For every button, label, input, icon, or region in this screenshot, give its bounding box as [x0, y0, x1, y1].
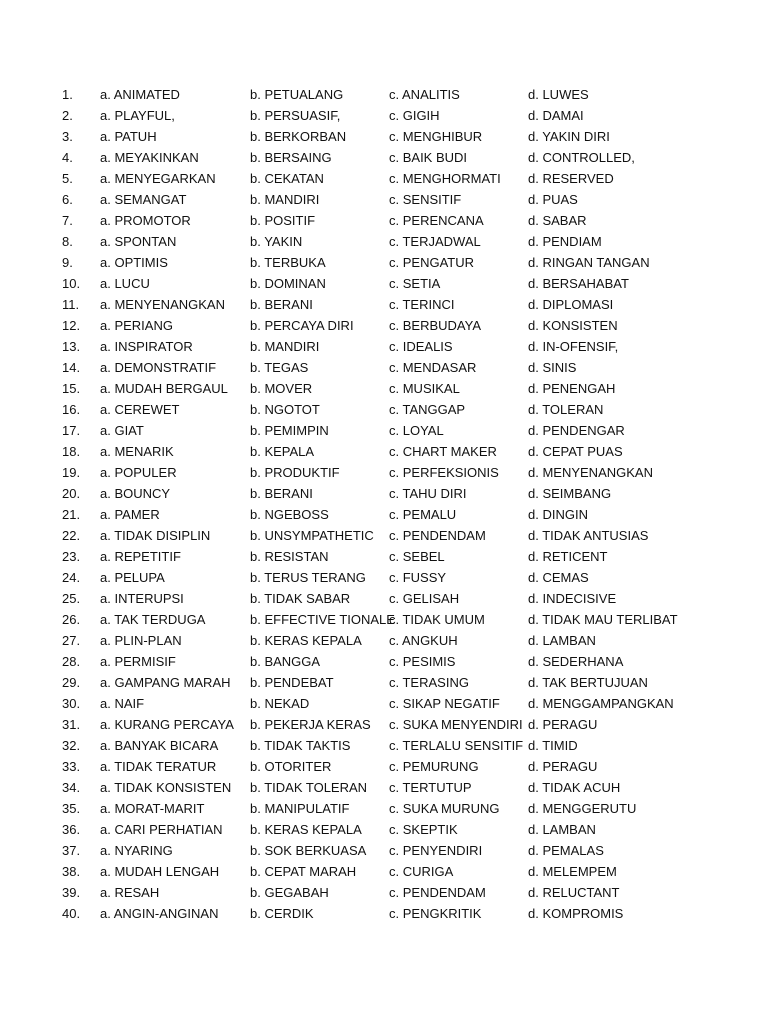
item-number: 14. [62, 360, 81, 375]
option-b: b. MANIPULATIF [250, 801, 350, 816]
option-a: a. REPETITIF [100, 549, 181, 564]
item-number: 17. [62, 423, 81, 438]
option-a: a. MENARIK [100, 444, 174, 459]
option-a: a. PELUPA [100, 570, 165, 585]
option-b: b. EFFECTIVE TIONALE [250, 612, 395, 627]
option-b: b. DOMINAN [250, 276, 326, 291]
option-d: d. RESERVED [528, 171, 614, 186]
option-a: a. GAMPANG MARAH [100, 675, 231, 690]
option-b: b. KERAS KEPALA [250, 822, 362, 837]
list-item [0, 567, 768, 588]
item-number: 40. [62, 906, 81, 921]
option-b: b. PRODUKTIF [250, 465, 340, 480]
option-d: d. KONSISTEN [528, 318, 618, 333]
option-a: a. ANGIN-ANGINAN [100, 906, 219, 921]
option-a: a. NAIF [100, 696, 145, 711]
list-item [0, 105, 768, 126]
option-a: a. MUDAH LENGAH [100, 864, 220, 879]
option-d: d. SINIS [528, 360, 577, 375]
option-d: d. MENGGERUTU [528, 801, 637, 816]
option-b: b. CERDIK [250, 906, 314, 921]
item-number: 8. [62, 234, 73, 249]
option-a: a. PLAYFUL, [100, 108, 175, 123]
option-d: d. PENDENGAR [528, 423, 625, 438]
item-number: 16. [62, 402, 81, 417]
list-item [0, 168, 768, 189]
list-item [0, 357, 768, 378]
option-a: a. SPONTAN [100, 234, 177, 249]
item-number: 34. [62, 780, 81, 795]
item-number: 2. [62, 108, 73, 123]
list-item [0, 756, 768, 777]
list-item [0, 693, 768, 714]
item-number: 18. [62, 444, 81, 459]
option-c: c. IDEALIS [389, 339, 453, 354]
option-c: c. PENDENDAM [389, 885, 486, 900]
list-item [0, 735, 768, 756]
option-c: c. SEBEL [389, 549, 445, 564]
item-number: 26. [62, 612, 81, 627]
option-c: c. CHART MAKER [389, 444, 497, 459]
option-b: b. OTORITER [250, 759, 332, 774]
list-item [0, 126, 768, 147]
list-item [0, 588, 768, 609]
option-b: b. TIDAK TAKTIS [250, 738, 351, 753]
option-c: c. TANGGAP [389, 402, 466, 417]
item-number: 38. [62, 864, 81, 879]
item-number: 13. [62, 339, 81, 354]
option-c: c. BERBUDAYA [389, 318, 481, 333]
option-d: d. RELUCTANT [528, 885, 620, 900]
option-c: c. LOYAL [389, 423, 444, 438]
list-item [0, 420, 768, 441]
option-d: d. MENYENANGKAN [528, 465, 653, 480]
option-d: d. PENDIAM [528, 234, 602, 249]
option-a: a. TIDAK TERATUR [100, 759, 217, 774]
list-item [0, 273, 768, 294]
item-number: 30. [62, 696, 81, 711]
option-d: d. INDECISIVE [528, 591, 617, 606]
item-number: 31. [62, 717, 81, 732]
option-b: b. PETUALANG [250, 87, 344, 102]
option-b: b. BERANI [250, 297, 313, 312]
option-d: d. RINGAN TANGAN [528, 255, 650, 270]
option-b: b. UNSYMPATHETIC [250, 528, 374, 543]
option-d: d. CONTROLLED, [528, 150, 635, 165]
option-d: d. KOMPROMIS [528, 906, 624, 921]
option-c: c. GIGIH [389, 108, 440, 123]
option-a: a. CARI PERHATIAN [100, 822, 223, 837]
option-b: b. BERSAING [250, 150, 332, 165]
option-d: d. CEPAT PUAS [528, 444, 623, 459]
option-d: d. DAMAI [528, 108, 584, 123]
item-number: 10. [62, 276, 81, 291]
option-d: d. PUAS [528, 192, 578, 207]
list-item [0, 441, 768, 462]
option-d: d. PENENGAH [528, 381, 616, 396]
option-a: a. PERIANG [100, 318, 173, 333]
option-b: b. TEGAS [250, 360, 309, 375]
list-item [0, 189, 768, 210]
item-number: 23. [62, 549, 81, 564]
item-number: 27. [62, 633, 81, 648]
option-c: c. MENDASAR [389, 360, 477, 375]
item-number: 19. [62, 465, 81, 480]
option-b: b. NEKAD [250, 696, 310, 711]
option-d: d. SABAR [528, 213, 587, 228]
option-c: c. TERJADWAL [389, 234, 481, 249]
list-item [0, 378, 768, 399]
option-c: c. TERTUTUP [389, 780, 472, 795]
option-c: c. PERFEKSIONIS [389, 465, 499, 480]
list-item [0, 672, 768, 693]
option-a: a. SEMANGAT [100, 192, 187, 207]
list-item [0, 483, 768, 504]
option-d: d. SEDERHANA [528, 654, 624, 669]
option-c: c. SUKA MURUNG [389, 801, 500, 816]
option-a: a. RESAH [100, 885, 160, 900]
item-number: 11. [62, 297, 80, 312]
item-number: 9. [62, 255, 73, 270]
item-number: 32. [62, 738, 81, 753]
option-a: a. TAK TERDUGA [100, 612, 206, 627]
option-a: a. PLIN-PLAN [100, 633, 182, 648]
item-number: 21. [62, 507, 81, 522]
item-number: 33. [62, 759, 81, 774]
item-number: 36. [62, 822, 81, 837]
option-a: a. MEYAKINKAN [100, 150, 199, 165]
option-b: b. SOK BERKUASA [250, 843, 367, 858]
item-number: 20. [62, 486, 81, 501]
item-number: 1. [62, 87, 73, 102]
list-item [0, 252, 768, 273]
option-a: a. MENYENANGKAN [100, 297, 225, 312]
option-a: a. MUDAH BERGAUL [100, 381, 228, 396]
option-b: b. CEKATAN [250, 171, 324, 186]
option-a: a. KURANG PERCAYA [100, 717, 234, 732]
option-a: a. INTERUPSI [100, 591, 184, 606]
option-c: c. SENSITIF [389, 192, 462, 207]
option-a: a. PERMISIF [100, 654, 176, 669]
item-number: 24. [62, 570, 81, 585]
option-d: d. TAK BERTUJUAN [528, 675, 648, 690]
option-d: d. TIDAK ACUH [528, 780, 621, 795]
option-b: b. TERUS TERANG [250, 570, 366, 585]
option-b: b. PERSUASIF, [250, 108, 341, 123]
list-item [0, 462, 768, 483]
option-c: c. SETIA [389, 276, 441, 291]
item-number: 7. [62, 213, 73, 228]
list-item [0, 231, 768, 252]
list-item [0, 546, 768, 567]
option-d: d. YAKIN DIRI [528, 129, 610, 144]
option-a: a. OPTIMIS [100, 255, 168, 270]
item-number: 28. [62, 654, 81, 669]
option-b: b. TIDAK SABAR [250, 591, 351, 606]
item-number: 37. [62, 843, 81, 858]
option-a: a. NYARING [100, 843, 173, 858]
item-number: 15. [62, 381, 81, 396]
option-c: c. PENGATUR [389, 255, 474, 270]
option-d: d. LUWES [528, 87, 589, 102]
list-item [0, 210, 768, 231]
option-a: a. LUCU [100, 276, 150, 291]
option-c: c. PESIMIS [389, 654, 456, 669]
item-number: 29. [62, 675, 81, 690]
option-d: d. IN-OFENSIF, [528, 339, 619, 354]
option-d: d. SEIMBANG [528, 486, 612, 501]
option-c: c. CURIGA [389, 864, 454, 879]
option-c: c. TERASING [389, 675, 469, 690]
option-d: d. TIDAK ANTUSIAS [528, 528, 649, 543]
list-item [0, 525, 768, 546]
option-c: c. SUKA MENYENDIRI [389, 717, 523, 732]
option-a: a. PROMOTOR [100, 213, 191, 228]
option-b: b. NGOTOT [250, 402, 320, 417]
option-c: c. MUSIKAL [389, 381, 460, 396]
option-c: c. FUSSY [389, 570, 447, 585]
option-c: c. BAIK BUDI [389, 150, 468, 165]
item-number: 35. [62, 801, 81, 816]
option-d: d. MENGGAMPANGKAN [528, 696, 674, 711]
option-d: d. BERSAHABAT [528, 276, 629, 291]
option-b: b. CEPAT MARAH [250, 864, 357, 879]
option-a: a. GIAT [100, 423, 144, 438]
option-b: b. MANDIRI [250, 192, 320, 207]
option-b: b. NGEBOSS [250, 507, 329, 522]
option-a: a. POPULER [100, 465, 177, 480]
list-item [0, 609, 768, 630]
item-number: 12. [62, 318, 81, 333]
option-d: d. TOLERAN [528, 402, 604, 417]
list-item [0, 840, 768, 861]
option-b: b. KEPALA [250, 444, 315, 459]
option-b: b. TIDAK TOLERAN [250, 780, 368, 795]
list-item [0, 861, 768, 882]
option-b: b. PENDEBAT [250, 675, 334, 690]
list-item [0, 147, 768, 168]
option-b: b. KERAS KEPALA [250, 633, 362, 648]
item-number: 22. [62, 528, 81, 543]
option-d: d. PERAGU [528, 759, 598, 774]
option-b: b. PEMIMPIN [250, 423, 329, 438]
list-item [0, 84, 768, 105]
item-number: 5. [62, 171, 73, 186]
option-a: a. BANYAK BICARA [100, 738, 219, 753]
option-c: c. TERINCI [389, 297, 455, 312]
option-a: a. CEREWET [100, 402, 180, 417]
item-number: 3. [62, 129, 73, 144]
option-a: a. INSPIRATOR [100, 339, 193, 354]
personality-word-list [0, 84, 768, 924]
option-c: c. PEMURUNG [389, 759, 479, 774]
option-b: b. BERANI [250, 486, 313, 501]
option-a: a. ANIMATED [100, 87, 180, 102]
option-d: d. DINGIN [528, 507, 588, 522]
option-c: c. ANGKUH [389, 633, 458, 648]
list-item [0, 714, 768, 735]
option-a: a. DEMONSTRATIF [100, 360, 217, 375]
list-item [0, 630, 768, 651]
option-b: b. MOVER [250, 381, 313, 396]
option-b: b. RESISTAN [250, 549, 329, 564]
option-c: c. MENGHIBUR [389, 129, 483, 144]
option-d: d. LAMBAN [528, 822, 596, 837]
option-a: a. TIDAK KONSISTEN [100, 780, 232, 795]
option-b: b. POSITIF [250, 213, 316, 228]
option-a: a. MENYEGARKAN [100, 171, 216, 186]
option-a: a. PATUH [100, 129, 157, 144]
option-c: c. MENGHORMATI [389, 171, 501, 186]
option-d: d. CEMAS [528, 570, 589, 585]
option-c: c. PENYENDIRI [389, 843, 483, 858]
list-item [0, 504, 768, 525]
option-c: c. TIDAK UMUM [389, 612, 485, 627]
option-d: d. TIMID [528, 738, 578, 753]
option-c: c. TERLALU SENSITIF [389, 738, 524, 753]
option-c: c. PERENCANA [389, 213, 484, 228]
option-c: c. PEMALU [389, 507, 457, 522]
option-c: c. PENGKRITIK [389, 906, 482, 921]
option-b: b. GEGABAH [250, 885, 329, 900]
list-item [0, 336, 768, 357]
option-c: c. SKEPTIK [389, 822, 458, 837]
option-d: d. DIPLOMASI [528, 297, 614, 312]
option-c: c. GELISAH [389, 591, 460, 606]
option-b: b. MANDIRI [250, 339, 320, 354]
option-c: c. ANALITIS [389, 87, 460, 102]
option-d: d. RETICENT [528, 549, 608, 564]
option-d: d. PERAGU [528, 717, 598, 732]
option-d: d. MELEMPEM [528, 864, 617, 879]
option-a: a. PAMER [100, 507, 160, 522]
option-b: b. BANGGA [250, 654, 321, 669]
list-item [0, 819, 768, 840]
list-item [0, 315, 768, 336]
item-number: 4. [62, 150, 73, 165]
item-number: 6. [62, 192, 73, 207]
option-c: c. SIKAP NEGATIF [389, 696, 500, 711]
item-number: 39. [62, 885, 81, 900]
list-item [0, 882, 768, 903]
list-item [0, 798, 768, 819]
option-b: b. PEKERJA KERAS [250, 717, 371, 732]
option-a: a. BOUNCY [100, 486, 171, 501]
list-item [0, 777, 768, 798]
option-d: d. PEMALAS [528, 843, 604, 858]
option-a: a. TIDAK DISIPLIN [100, 528, 211, 543]
option-d: d. TIDAK MAU TERLIBAT [528, 612, 678, 627]
option-b: b. PERCAYA DIRI [250, 318, 354, 333]
item-number: 25. [62, 591, 81, 606]
list-item [0, 294, 768, 315]
option-c: c. PENDENDAM [389, 528, 486, 543]
option-b: b. TERBUKA [250, 255, 326, 270]
list-item [0, 903, 768, 924]
list-item [0, 651, 768, 672]
option-c: c. TAHU DIRI [389, 486, 467, 501]
option-b: b. BERKORBAN [250, 129, 347, 144]
option-b: b. YAKIN [250, 234, 303, 249]
list-item [0, 399, 768, 420]
option-a: a. MORAT-MARIT [100, 801, 205, 816]
option-d: d. LAMBAN [528, 633, 596, 648]
